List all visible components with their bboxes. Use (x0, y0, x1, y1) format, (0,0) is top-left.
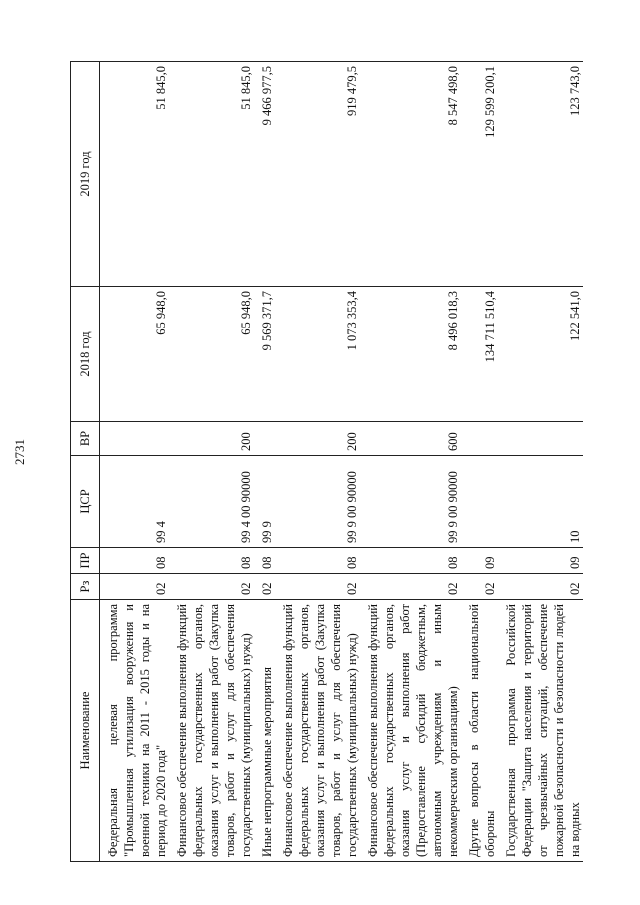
row-vr: 600 (360, 422, 461, 456)
budget-table (70, 61, 583, 862)
row-2018: 134 711 510,4 (461, 287, 498, 422)
row-pr: 08 (360, 548, 461, 574)
row-2018: 8 496 018,3 (360, 287, 461, 422)
row-csr: 99 9 (254, 456, 275, 548)
table-row (100, 62, 170, 862)
header-2019: 2019 год (71, 62, 100, 287)
row-csr: 99 4 (100, 456, 170, 548)
row-rz: 02 (169, 574, 254, 600)
row-csr: 99 4 00 90000 (169, 456, 254, 548)
rotated-page (70, 62, 600, 862)
table-row (461, 62, 498, 862)
row-csr (461, 456, 498, 548)
row-rz: 02 (360, 574, 461, 600)
row-2019: 123 743,0 (498, 62, 583, 287)
row-csr: 99 9 00 90000 (275, 456, 360, 548)
row-name: Другие вопросы в области национальной обороны (461, 600, 498, 862)
row-rz: 02 (498, 574, 583, 600)
row-2018: 9 569 371,7 (254, 287, 275, 422)
header-name: Наименование (71, 600, 100, 862)
header-vr: ВР (71, 422, 100, 456)
row-name: Финансовое обеспечение выполнения функций федеральных государственных органов, оказания услуг и выполнения работ (Закупка товаров, работ и услуг для обеспечения государственных (муниципальных) нужд) (275, 600, 360, 862)
row-pr: 09 (498, 548, 583, 574)
row-pr: 08 (100, 548, 170, 574)
row-vr (254, 422, 275, 456)
row-csr: 99 9 00 90000 (360, 456, 461, 548)
row-name: Иные непрограммные мероприятия (254, 600, 275, 862)
table-row (169, 62, 254, 862)
table-row (275, 62, 360, 862)
row-2019: 8 547 498,0 (360, 62, 461, 287)
row-pr: 08 (254, 548, 275, 574)
row-rz: 02 (254, 574, 275, 600)
table-row (254, 62, 275, 862)
row-vr: 200 (275, 422, 360, 456)
row-rz: 02 (100, 574, 170, 600)
row-csr: 10 (498, 456, 583, 548)
row-2018: 65 948,0 (100, 287, 170, 422)
row-pr: 08 (169, 548, 254, 574)
table-header-row (71, 62, 100, 862)
table-row (498, 62, 583, 862)
row-pr: 08 (275, 548, 360, 574)
header-2018: 2018 год (71, 287, 100, 422)
row-name: Государственная программа Российской Федерации "Защита населения и территорий от чрезвычайных ситуаций, обеспечение пожарной безопасности и безопасности людей на водных (498, 600, 583, 862)
row-2019: 129 599 200,1 (461, 62, 498, 287)
row-2019: 919 479,5 (275, 62, 360, 287)
row-2019: 51 845,0 (100, 62, 170, 287)
row-2019: 51 845,0 (169, 62, 254, 287)
row-vr (461, 422, 498, 456)
table-row (360, 62, 461, 862)
row-2018: 65 948,0 (169, 287, 254, 422)
row-name: Федеральная целевая программа "Промышленная утилизация вооружения и военной техники на 2011 - 2015 годы и на период до 2020 года" (100, 600, 170, 862)
row-pr: 09 (461, 548, 498, 574)
row-2018: 1 073 353,4 (275, 287, 360, 422)
row-rz: 02 (275, 574, 360, 600)
row-name: Финансовое обеспечение выполнения функций федеральных государственных органов, оказания услуг и выполнения работ (Предоставление субсидий бюджетным, автономным учреждениям и иным некоммерческим организациям) (360, 600, 461, 862)
row-vr (100, 422, 170, 456)
row-name: Финансовое обеспечение выполнения функций федеральных государственных органов, оказания услуг и выполнения работ (Закупка товаров, работ и услуг для обеспечения государственных (муниципальных) нужд) (169, 600, 254, 862)
row-2019: 9 466 977,5 (254, 62, 275, 287)
header-rz: Рз (71, 574, 100, 600)
row-rz: 02 (461, 574, 498, 600)
row-vr: 200 (169, 422, 254, 456)
row-2018: 122 541,0 (498, 287, 583, 422)
row-vr (498, 422, 583, 456)
page-number: 2731 (12, 439, 27, 465)
header-pr: ПР (71, 548, 100, 574)
header-csr: ЦСР (71, 456, 100, 548)
